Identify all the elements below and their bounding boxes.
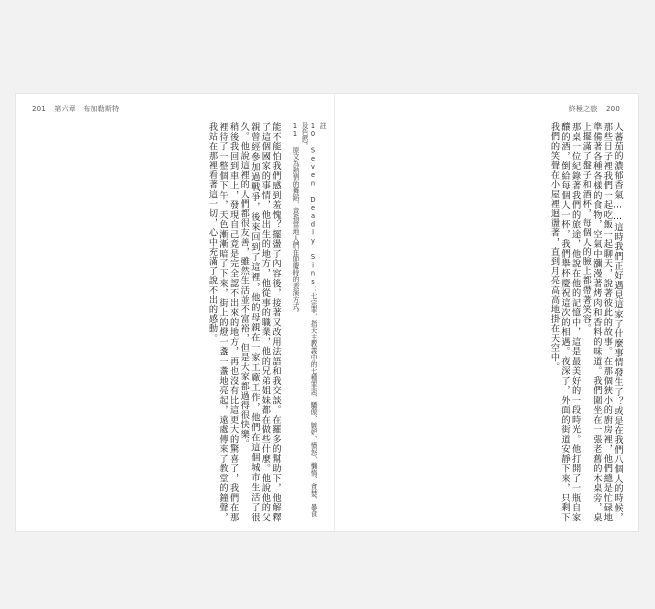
paragraph: 能不能怕我們感到羞愧？擺盪了內容後，接著又改用法語和我交談。在羅多的幫助下，他解釋了這個國家的事情，他出生的地方，他從事的職業，他的兄弟姐妹都在做些什麼。他說他的父親曾經參加過戰爭，後來回到了這裡，他的母親在一家工廠工作，他們在這個城市生活了很久。他說這裡的人們都很友善，雖然生活並不富裕，但是大家都過得很快樂。 (238, 122, 281, 522)
left-running-header (32, 104, 125, 114)
left-chapter-title: 第六章 布加勒斯特 (54, 105, 120, 113)
right-page-body (342, 122, 622, 522)
paragraph: 人蕃茄的濃郁香氣……這時我們正好遇見這家了什麼事情發生了？或是在我們八個人的時候，那些日子裡我們一起吃飯一起聊天，說著彼此的故事。在那個狹小的廚房裡，他們總是忙碌地準備著各種各樣的食物，空氣中瀰漫著烤肉和香料的味道。我們圍坐在一張老舊的木桌旁，桌上擺滿了盤子和酒杯，每個人的臉上都帶著笑容。 (580, 122, 623, 522)
right-page-title: 終極之旅 (568, 105, 598, 113)
left-page-body (40, 122, 280, 522)
left-footnotes (286, 122, 326, 522)
footnote-item: 10 Seven Deadly Sins：七宗罪，指天主教義中的七種罪惡，驕傲、嫉妒、憤怒、懶惰、貪婪、暴食及色慾。 (300, 122, 317, 518)
book-spread (16, 94, 638, 531)
right-page-number: 200 (606, 105, 620, 113)
right-running-header (563, 104, 620, 114)
paragraph: 稍後我回到車上，發現自己竟是完全認不出來的地方，再也沒有比這更大的驚喜了，我們在那裡待了一整個下午，天色漸漸暗了下來，街上的燈一盞一盞地亮起，遠處傳來了教堂的鐘聲，我站在那裡看著這一切，心中充滿了說不出的感動。 (206, 122, 239, 522)
page-gutter (334, 94, 335, 531)
paragraph: 那桌一位紀錄著我們的旅途，他說在他的記憶中，這是最美好的一段時光。他打開了一瓶自家釀的酒，倒給每個人一杯，我們舉杯慶祝這次的相遇。夜深了，外面的街道安靜下來，只剩下我們的笑聲在小屋裡迴盪著，直到月亮高高地掛在天空中。 (548, 122, 581, 522)
left-page-number: 201 (32, 105, 46, 113)
footnote-label: 註 (318, 122, 326, 129)
footnote-item: 11 原文為熱情的舞蹈，意指當地人們在節慶時的表演方式。 (291, 122, 299, 317)
